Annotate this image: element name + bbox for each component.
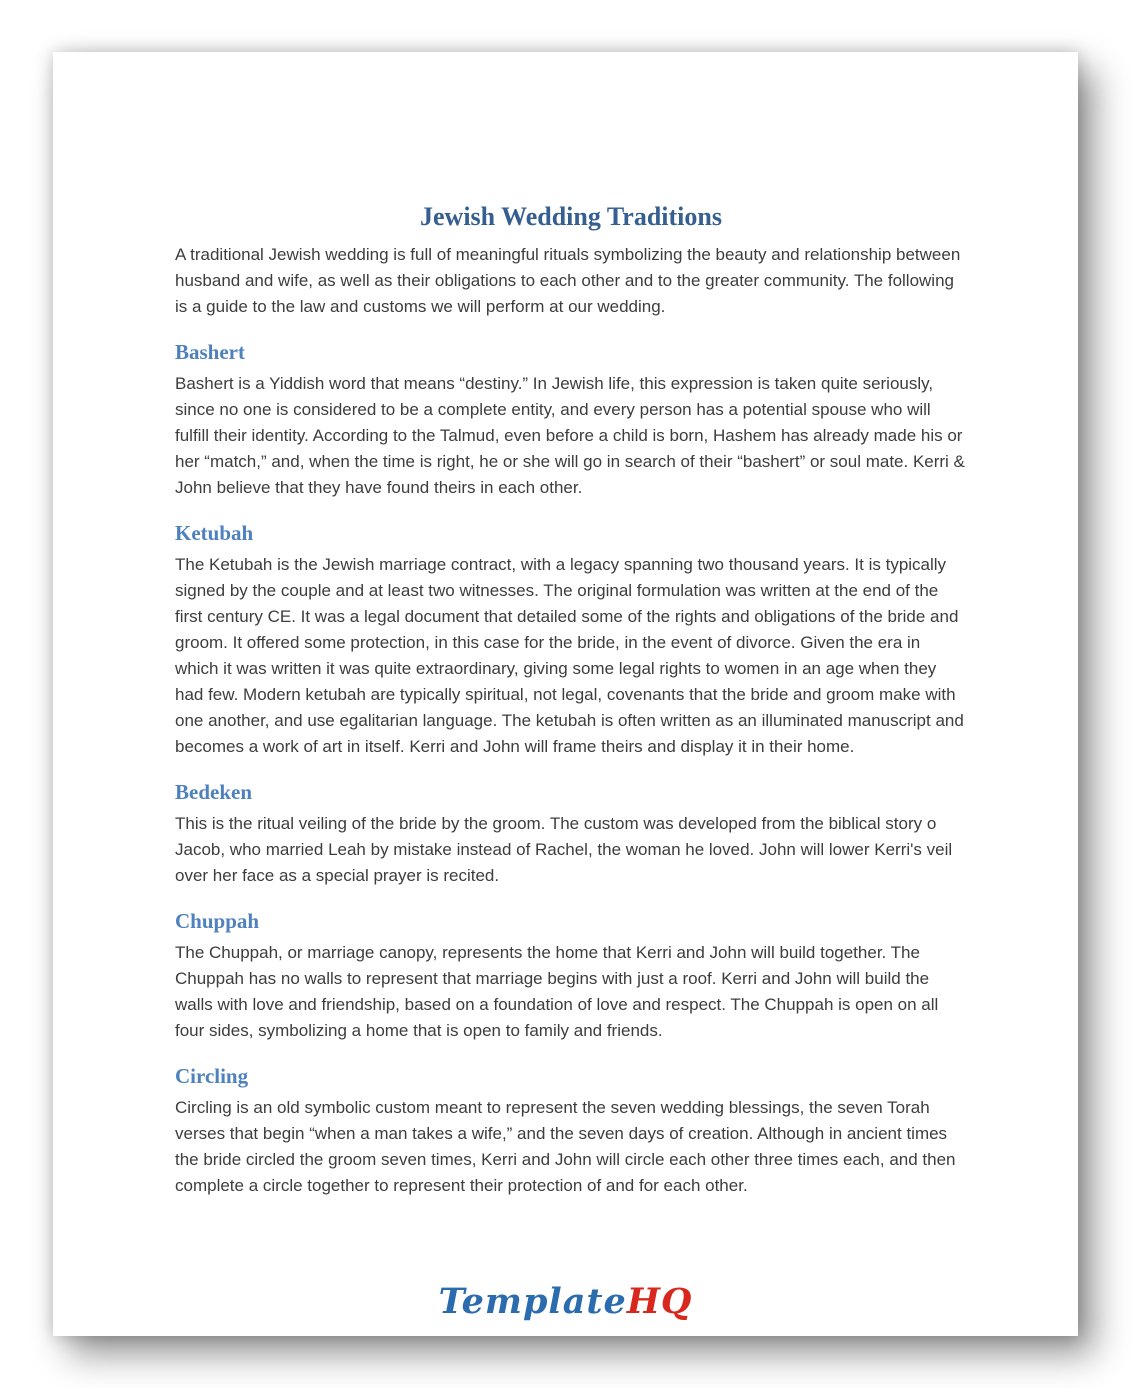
section-body-chuppah: The Chuppah, or marriage canopy, represents the home that Kerri and John will build together. The Chuppah has no walls to represent that marriage begins with just a roof. Kerri and John will build the walls with love and friendship, based on a foundation of love and respect. The Chuppah is open on all four sides, symbolizing a home that is open to family and friends. [175,943,939,1040]
section-heading-circling: Circling [175,1064,249,1088]
section-heading-chuppah: Chuppah [175,909,260,933]
section-heading-ketubah: Ketubah [175,521,254,545]
section-body-bedeken: This is the ritual veiling of the bride by the groom. The custom was developed from the biblical story o Jacob, who married Leah by mistake instead of Rachel, the woman he loved. John will lower Kerri's veil over her face as a special prayer is recited. [175,814,953,885]
intro-paragraph: A traditional Jewish wedding is full of meaningful rituals symbolizing the beauty and relationship between husband and wife, as well as their obligations to each other and to the greater community. The following is a guide to the law and customs we will perform at our wedding. [175,245,961,316]
document-page [53,52,1078,1336]
document-title: Jewish Wedding Traditions [420,202,722,231]
templatehq-logo [53,1281,1078,1322]
document-content [175,202,967,1199]
logo-text-red: HQ [626,1281,693,1322]
section-heading-bedeken: Bedeken [175,780,253,804]
logo-text-blue: Template [438,1281,627,1322]
section-body-bashert: Bashert is a Yiddish word that means “destiny.” In Jewish life, this expression is taken quite seriously, since no one is considered to be a complete entity, and every person has a potential spouse who will fulfill their identity. According to the Talmud, even before a child is born, Hashem has already made his or her “match,” and, when the time is right, he or she will go in search of their “bashert” or soul mate. Kerri & John believe that they have found theirs in each other. [175,374,965,497]
section-body-ketubah: The Ketubah is the Jewish marriage contract, with a legacy spanning two thousand years. It is typically signed by the couple and at least two witnesses. The original formulation was written at the end of the first century CE. It was a legal document that detailed some of the rights and obligations of the bride and groom. It offered some protection, in this case for the bride, in the event of divorce. Given the era in which it was written it was quite extraordinary, giving some legal rights to women in an age when they had few. Modern ketubah are typically spiritual, not legal, covenants that the bride and groom make with one another, and use egalitarian language. The ketubah is often written as an illuminated manuscript and becomes a work of art in itself. Kerri and John will frame theirs and display it in their home. [175,555,964,756]
section-heading-bashert: Bashert [175,340,245,364]
section-body-circling: Circling is an old symbolic custom meant to represent the seven wedding blessings, the seven Torah verses that begin “when a man takes a wife,” and the seven days of creation. Although in ancient times the bride circled the groom seven times, Kerri and John will circle each other three times each, and then complete a circle together to represent their protection of and for each other. [175,1098,956,1195]
